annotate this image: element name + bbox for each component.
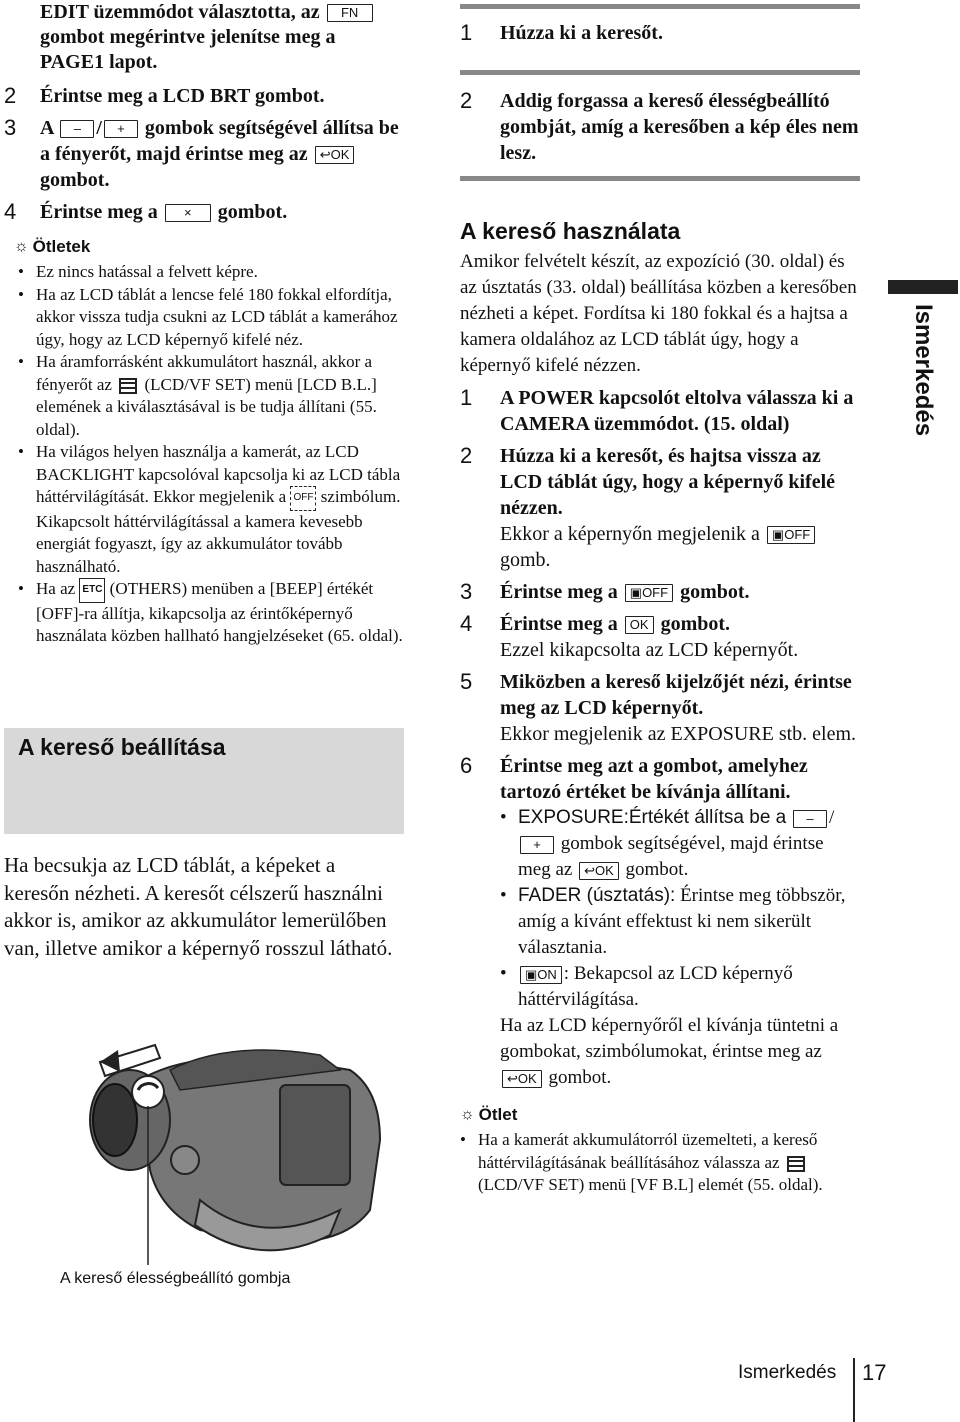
option-item: • EXPOSURE:Értékét állítsa be a – / + gombok segítségével, majd érintse meg az ↩OK gombot. <box>500 805 860 883</box>
figure-caption: A kereső élességbeállító gombja <box>60 1270 291 1287</box>
top-rule <box>460 4 860 9</box>
return-arrow-icon: ↩ <box>507 1070 518 1086</box>
tip-item: • Ha a kamerát akkumulátorról üzemelteti, a kereső háttérvilágításának beállításához válassza az (LCD/VF SET) menü [VF B.L] elemét (55. oldal). <box>460 1129 860 1197</box>
plus-key-icon: + <box>104 120 138 138</box>
focus-knob-highlight <box>132 1076 164 1108</box>
tips-heading: ☼ Ötletek <box>14 237 91 256</box>
ok-key-icon: OK <box>625 616 654 634</box>
section-title-box <box>4 728 404 834</box>
intro-paragraph: EDIT üzemmódot választotta, az FN gombot megérintve jelenítse meg a PAGE1 lapot. <box>4 0 404 75</box>
lcd-vf-set-menu-icon <box>787 1156 805 1172</box>
viewfinder-eyecup <box>93 1084 137 1156</box>
lcd-panel <box>280 1085 350 1185</box>
tip-item: • Ez nincs hatással a felvett képre. <box>18 261 404 284</box>
left-column <box>4 0 404 648</box>
ok-key-icon: ↩OK <box>579 862 619 880</box>
lightbulb-icon: ☼ <box>460 1106 475 1123</box>
backlight-on-key-icon: ▣ON <box>520 966 562 984</box>
step-rule <box>460 70 860 75</box>
backlight-off-key-icon: ▣OFF <box>625 584 673 602</box>
backlight-off-icon: OFF <box>290 486 316 511</box>
return-arrow-icon: ↩ <box>319 147 331 163</box>
tip-heading: ☼ Ötlet <box>460 1105 518 1124</box>
etc-menu-icon: ETC <box>79 578 105 603</box>
side-tab-label: Ismerkedés <box>910 303 937 437</box>
side-tab <box>888 280 958 294</box>
footer-divider <box>853 1358 855 1422</box>
option-item: • ▣ON : Bekapcsol az LCD képernyő háttérvilágítása. <box>500 961 860 1013</box>
right-step-2: 2 Húzza ki a keresőt, és hajtsa vissza az LCD táblát úgy, hogy a képernyő kifelé nézzen. Ekkor a képernyőn megjelenik a ▣OFF gomb. <box>460 443 836 571</box>
minus-key-icon: – <box>60 120 94 138</box>
right-section-title: A kereső használata <box>460 218 681 244</box>
lcd-icon: ▣ <box>629 585 643 601</box>
left-step-2: 2 Érintse meg a LCD BRT gombot. <box>4 83 325 108</box>
dial <box>171 1146 199 1174</box>
page-number: 17 <box>862 1360 887 1385</box>
option-list <box>460 805 860 1013</box>
lcd-icon: ▣ <box>525 966 538 982</box>
right-step-1: 1 A POWER kapcsolót eltolva válassza ki a CAMERA üzemmódot. (15. oldal) <box>460 385 854 435</box>
right-step-2a: 2 Addig forgassa a kereső élességbeállító gombját, amíg a keresőben a kép éles nem lesz. <box>460 88 859 164</box>
right-section-body: Amikor felvételt készít, az expozíció (30. oldal) és az úsztatás (33. oldal) beállítása közben a keresőben nézheti a képet. Fordítsa ki 180 fokkal és a hajtsa a kamera oldalához az LCD táblát úgy, hogy a képernyő kifelé nézzen. <box>460 251 857 376</box>
option-item: • FADER (úsztatás): Érintse meg többször, amíg a kívánt effektust ki nem sikerült választania. <box>500 883 860 961</box>
tip-item: • Ha világos helyen használja a kamerát, az LCD BACKLIGHT kapcsolóval kapcsolja ki az LCD tábla háttérvilágítását. Ekkor megjelenik a OFF szimbólum. Kikapcsolt háttérvilágítással a kamera kevesebb energiát fogyaszt, így az akkumulátor tovább használható. <box>18 441 404 578</box>
right-step-3: 3 Érintse meg a ▣OFF gombot. <box>460 579 750 604</box>
section-body: Ha becsukja az LCD táblát, a képeket a keresőn nézheti. A keresőt célszerű használni akkor is, amikor az akkumulátor lemerülőben van, illetve amikor a képernyő rosszul látható. <box>4 853 393 960</box>
lcd-icon: ▣ <box>771 527 785 543</box>
backlight-off-key-icon: ▣OFF <box>767 526 815 544</box>
step-rule <box>460 176 860 181</box>
minus-key-icon: – <box>793 810 827 828</box>
right-step-6: 6 Érintse meg azt a gombot, amelyhez tartozó értéket be kívánja állítani. <box>460 753 808 803</box>
right-step-4: 4 Érintse meg a OK gombot. Ezzel kikapcsolta az LCD képernyőt. <box>460 611 799 661</box>
lcd-vf-set-menu-icon <box>119 378 137 394</box>
footer-section: Ismerkedés <box>738 1362 837 1383</box>
tip-item: • Ha az ETC (OTHERS) menüben a [BEEP] értékét [OFF]-ra állítja, kikapcsolja az érintőképernyő használata közben hallható hangjelzéseket (65. oldal). <box>18 578 404 648</box>
right-section <box>460 218 860 1197</box>
right-step-5: 5 Miközben a kereső kijelzőjét nézi, érintse meg az LCD képernyőt. Ekkor megjelenik az EXPOSURE stb. elem. <box>460 669 857 745</box>
tips-list <box>4 261 404 648</box>
close-key-icon: × <box>165 204 211 222</box>
plus-key-icon: + <box>520 836 554 854</box>
left-step-4: 4 Érintse meg a × gombot. <box>4 199 288 224</box>
fn-key-icon: FN <box>327 4 373 22</box>
lightbulb-icon: ☼ <box>14 238 29 255</box>
tip-item: • Ha áramforrásként akkumulátort használ, akkor a fényerőt az (LCD/VF SET) menü [LCD B.L.] elemének a kiválasztásával is be tudja állítani (55. oldal). <box>18 351 404 441</box>
camcorder-illustration <box>60 1010 400 1270</box>
ok-key-icon: ↩OK <box>315 146 355 164</box>
tip-item: • Ha az LCD táblát a lencse felé 180 fokkal elfordítja, akkor vissza tudja csukni az LCD táblát a kamerához úgy, hogy az LCD képernyő kifelé néz. <box>18 284 404 352</box>
left-step-3: 3 A – / + gombok segítségével állítsa be a fényerőt, majd érintse meg az ↩OK gombot. <box>4 115 399 191</box>
right-step-1a: 1 Húzza ki a keresőt. <box>460 20 663 45</box>
ok-key-icon: ↩OK <box>502 1070 542 1088</box>
closing-note: Ha az LCD képernyőről el kívánja tüntetni a gombokat, szimbólumokat, érintse meg az ↩OK gombot. <box>500 1015 839 1088</box>
section-title: A kereső beállítása <box>18 734 226 760</box>
return-arrow-icon: ↩ <box>584 862 595 878</box>
